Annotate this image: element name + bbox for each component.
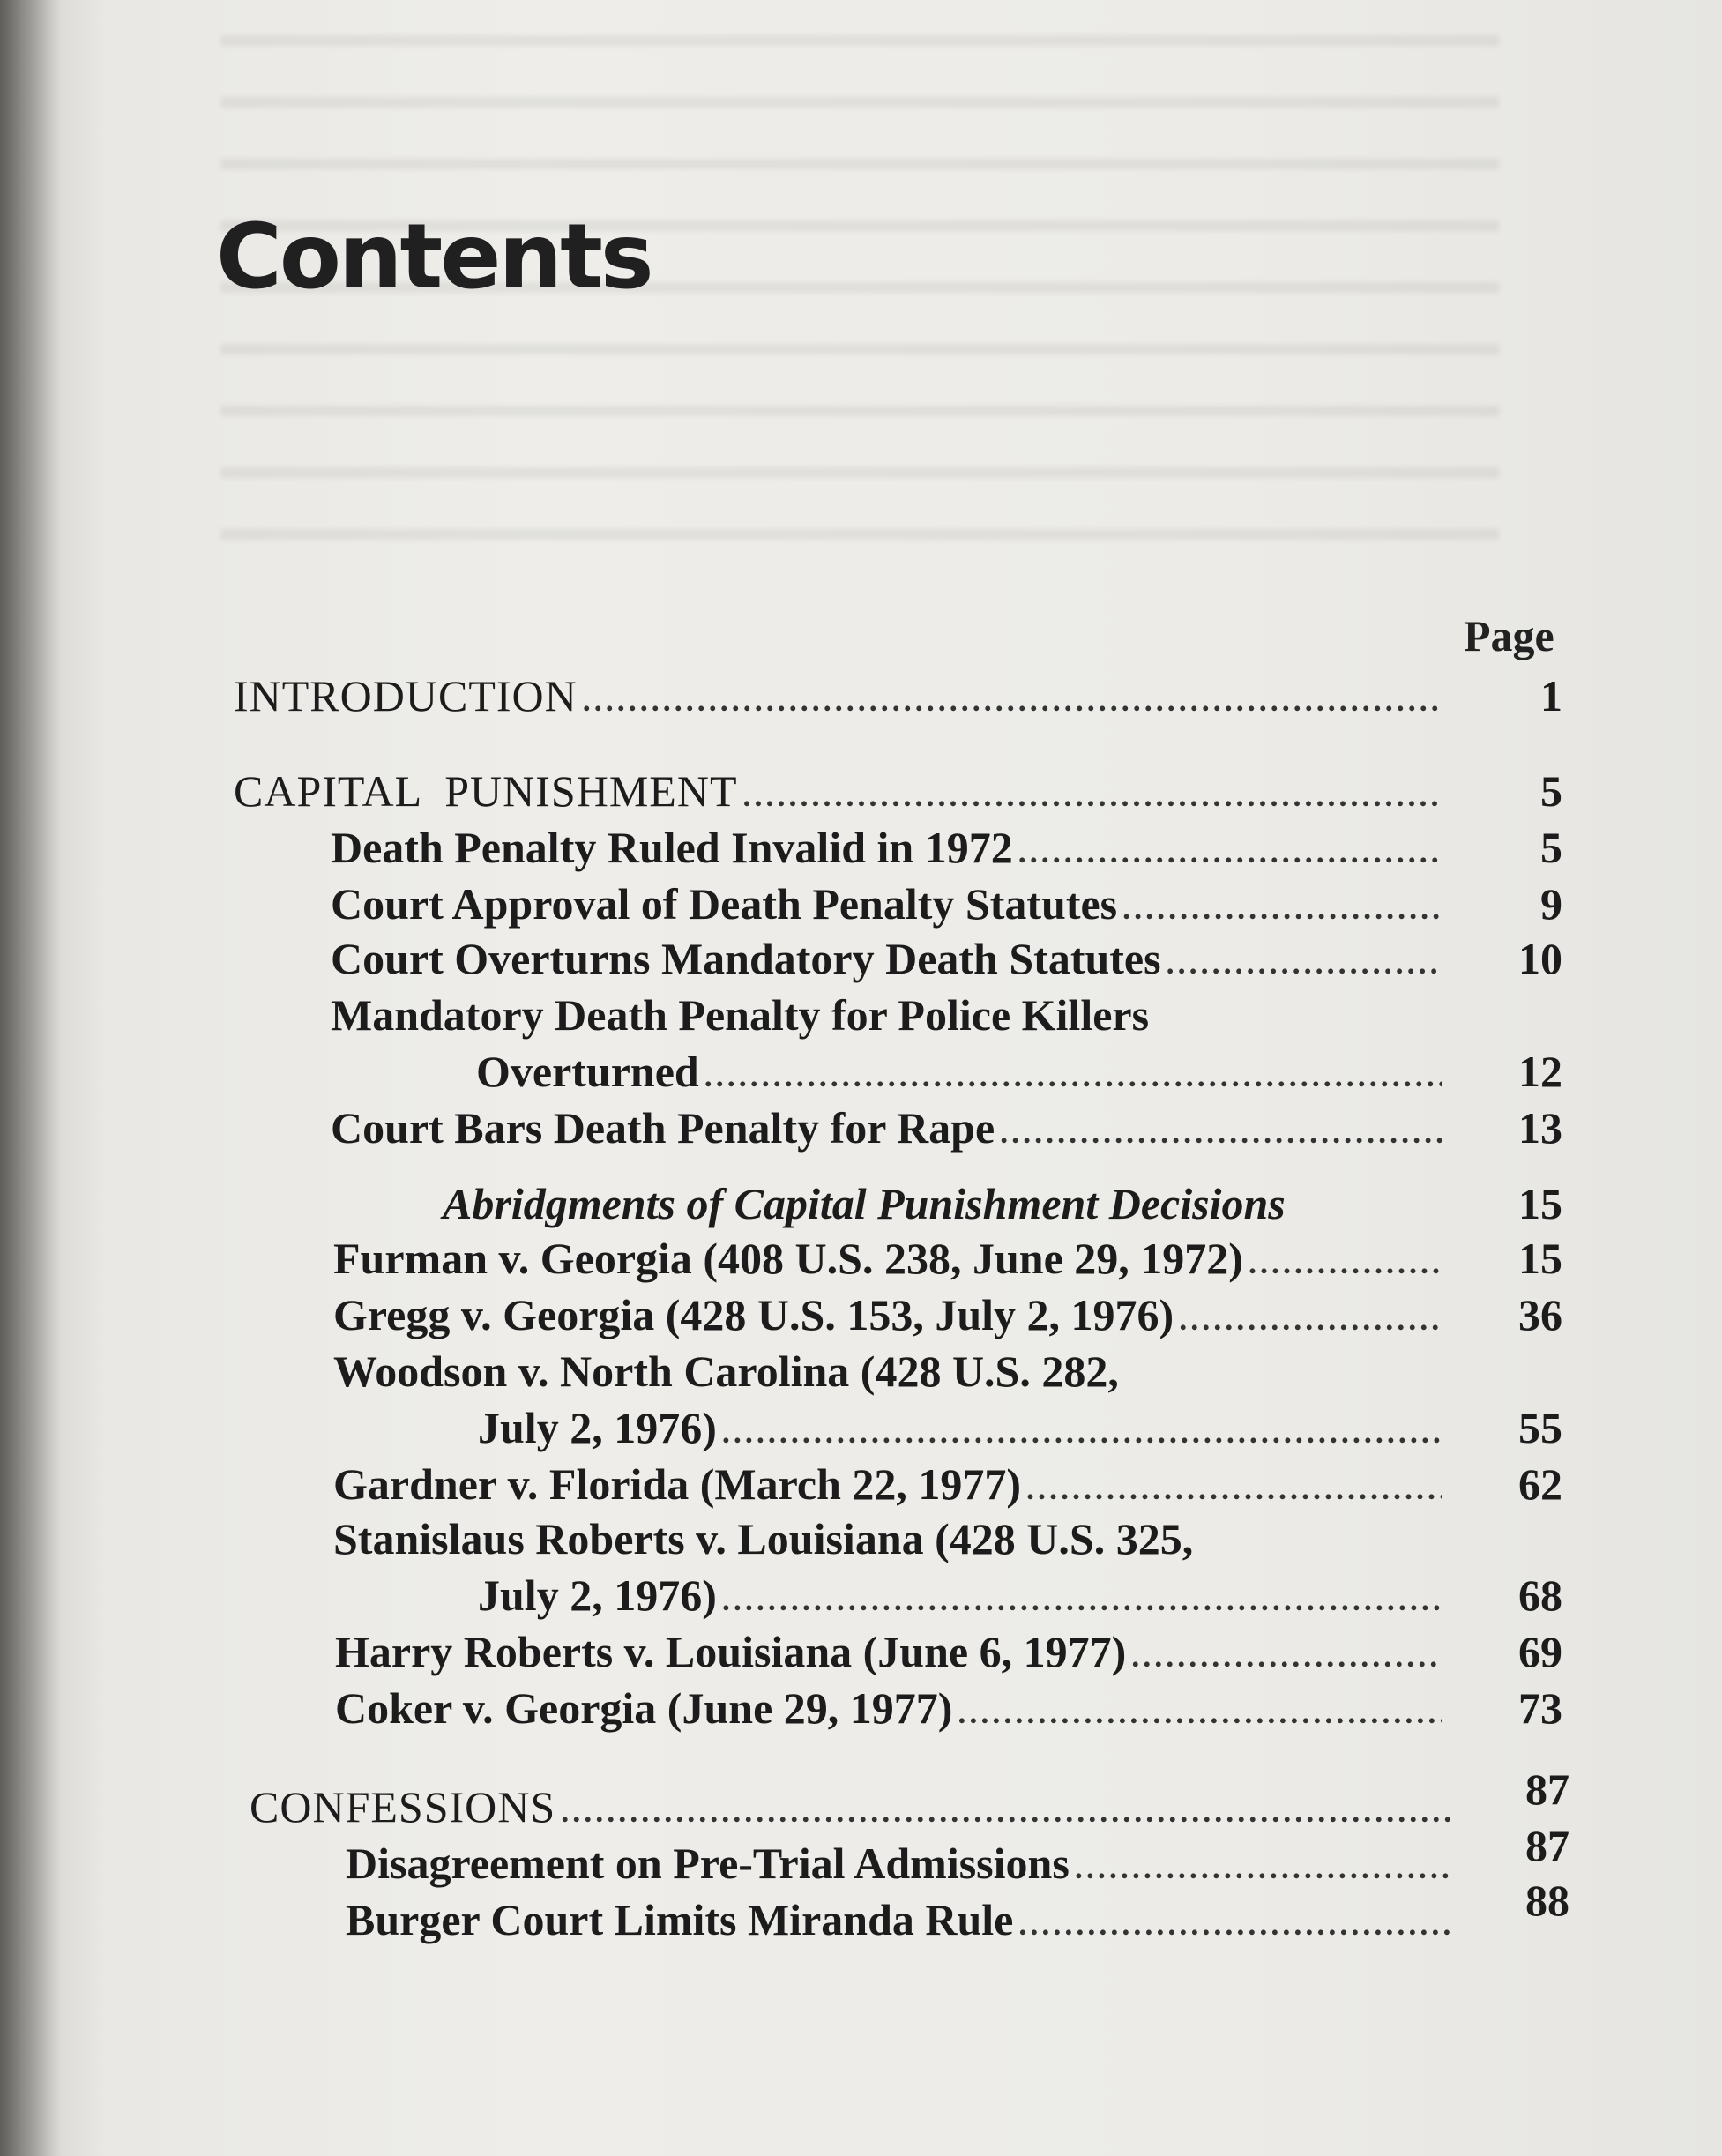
dot-leader (1249, 1244, 1442, 1281)
page-column-label: Page (1464, 611, 1554, 660)
toc-entry (331, 878, 1442, 936)
toc-entry (333, 1289, 1442, 1347)
toc-page-number: 12 (1518, 1047, 1562, 1096)
dot-leader (704, 1057, 1442, 1094)
toc-page-number: 5 (1540, 766, 1562, 816)
toc-entry-text: Gregg v. Georgia (428 U.S. 153, July 2, 1976) (333, 1290, 1174, 1339)
toc-entry-text: Furman v. Georgia (408 U.S. 238, June 29, 1972) (333, 1234, 1243, 1283)
toc-entry-text: Court Approval of Death Penalty Statutes (331, 879, 1118, 929)
toc-entry (335, 1682, 1442, 1741)
dot-leader (583, 682, 1442, 719)
toc-entry (478, 1570, 1442, 1628)
dot-leader (561, 1793, 1450, 1830)
toc-entry-text: July 2, 1976) (478, 1403, 717, 1452)
toc-entry (476, 1046, 1442, 1104)
toc-entry-text: Gardner v. Florida (March 22, 1977) (333, 1459, 1022, 1509)
toc-page-number: 36 (1518, 1290, 1562, 1339)
toc-entry (331, 933, 1442, 991)
toc-page-number: 13 (1518, 1103, 1562, 1153)
toc-entry-text: Court Bars Death Penalty for Rape (331, 1103, 995, 1153)
toc-entry (333, 1233, 1442, 1291)
toc-entry (335, 1626, 1442, 1684)
dot-leader (1018, 1906, 1450, 1943)
toc-page-number: 62 (1518, 1459, 1562, 1509)
toc-entry-text-line1: Mandatory Death Penalty for Police Killers (331, 990, 1150, 1040)
toc-entry-text: July 2, 1976) (478, 1570, 717, 1620)
toc-entry-text: Coker v. Georgia (June 29, 1977) (335, 1683, 953, 1733)
toc-page-number: 87 (1525, 1764, 1569, 1814)
toc-entry-text-line1: Woodson v. North Carolina (428 U.S. 282, (333, 1347, 1119, 1396)
toc-entry-text: INTRODUCTION (234, 671, 578, 720)
dot-leader (743, 777, 1442, 814)
dot-leader (1131, 1638, 1442, 1675)
toc-page-number: 10 (1518, 934, 1562, 983)
toc-entry-text: Court Overturns Mandatory Death Statutes (331, 934, 1161, 983)
toc-page-number: 88 (1525, 1876, 1569, 1925)
dot-leader (1075, 1849, 1450, 1886)
toc-page-number: 5 (1540, 823, 1562, 872)
toc-entry-introduction (234, 670, 1442, 728)
toc-page-number: 15 (1518, 1234, 1562, 1283)
toc-page-number: 69 (1518, 1627, 1562, 1676)
page-title: Contents (216, 205, 652, 310)
dot-leader (1122, 890, 1442, 927)
toc-subsection-heading: Abridgments of Capital Punishment Decisions (443, 1179, 1286, 1228)
toc-page-number: 73 (1518, 1683, 1562, 1733)
toc-entry (346, 1838, 1450, 1896)
toc-entry-text: Overturned (476, 1047, 699, 1096)
toc-entry-text: Harry Roberts v. Louisiana (June 6, 1977) (335, 1627, 1127, 1676)
toc-page-number: 55 (1518, 1403, 1562, 1452)
toc-page-number: 1 (1540, 671, 1562, 720)
toc-entry-text: Death Penalty Ruled Invalid in 1972 (331, 823, 1013, 872)
dot-leader (1026, 1470, 1442, 1507)
toc-entry (331, 1102, 1442, 1160)
dot-leader (722, 1414, 1442, 1451)
toc-page-number: 9 (1540, 879, 1562, 929)
dot-leader (1018, 833, 1442, 870)
dot-leader (1167, 944, 1442, 981)
toc-entry (333, 1458, 1442, 1517)
toc-entry-text: CAPITAL PUNISHMENT (234, 766, 738, 816)
toc-page-number: 87 (1525, 1821, 1569, 1870)
toc-page-number: 15 (1518, 1179, 1562, 1228)
dot-leader (722, 1581, 1442, 1618)
dot-leader (958, 1694, 1442, 1731)
toc-entry-text: CONFESSIONS (250, 1782, 556, 1831)
toc-entry-text-line1: Stanislaus Roberts v. Louisiana (428 U.S. 325, (333, 1514, 1194, 1563)
toc-entry-capital-punishment (234, 765, 1442, 824)
toc-entry-confessions (250, 1781, 1450, 1839)
toc-entry (478, 1402, 1442, 1460)
toc-entry-text: Burger Court Limits Miranda Rule (346, 1895, 1014, 1944)
toc-entry-text: Disagreement on Pre-Trial Admissions (346, 1839, 1070, 1888)
toc-entry (346, 1894, 1450, 1952)
toc-entry (331, 822, 1442, 880)
dot-leader (1000, 1114, 1442, 1151)
dot-leader (1179, 1301, 1442, 1338)
page-gutter-shadow (0, 0, 62, 2156)
toc-page-number: 68 (1518, 1570, 1562, 1620)
